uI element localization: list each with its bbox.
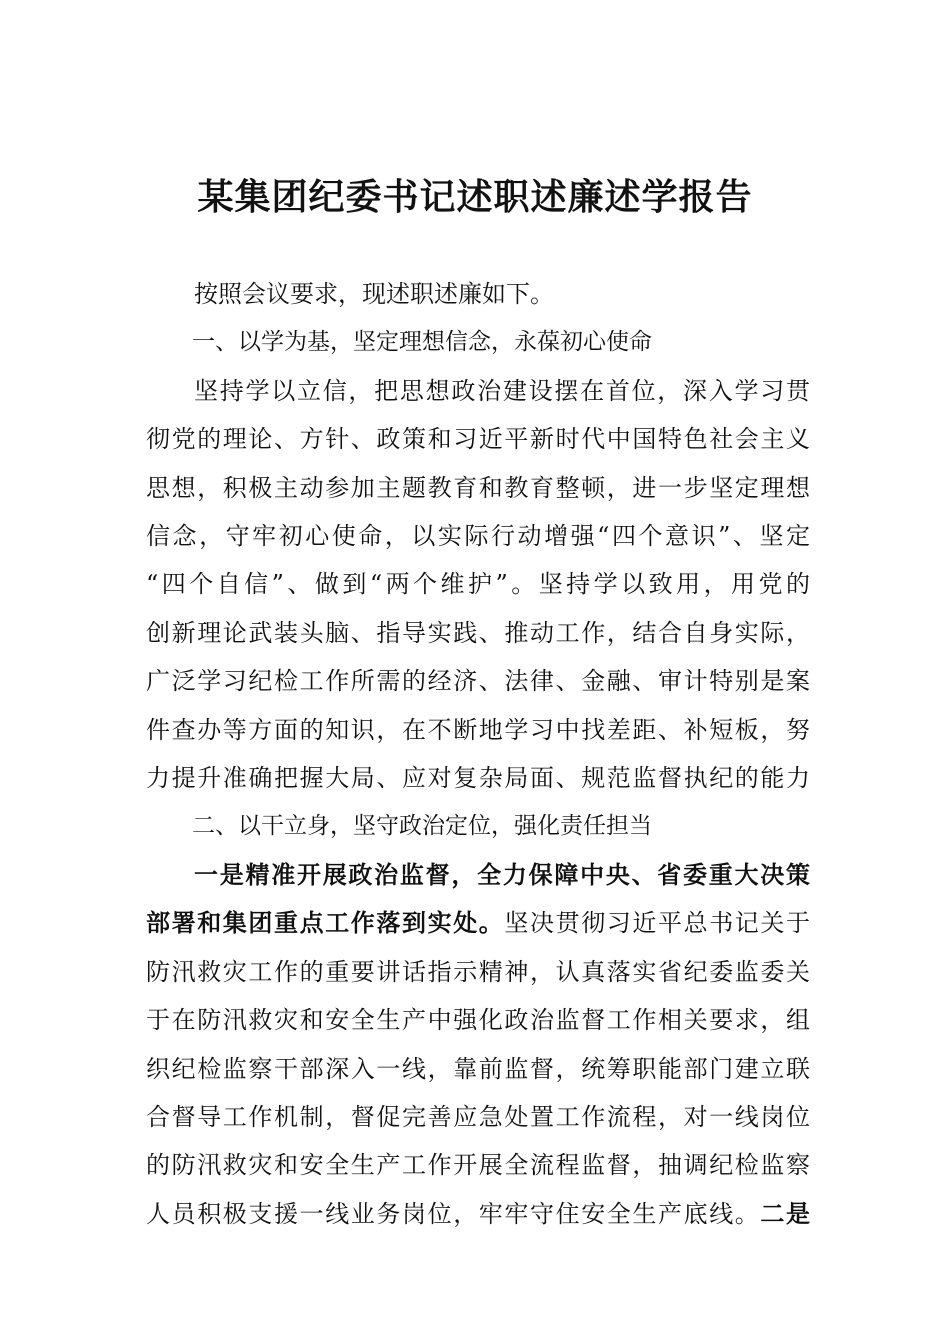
section-heading-1: 一、以学为基，坚定理想信念，永葆初心使命 [192, 329, 652, 356]
document-body [146, 270, 810, 1238]
intro-paragraph: 按照会议要求，现述职述廉如下。 [194, 280, 554, 308]
bold-lead-text: 部署和集团重点工作落到实处。 [146, 908, 505, 938]
paragraph-line: 件查办等方面的知识，在不断地学习中找差距、补短板，努 [146, 715, 810, 744]
paragraph-text: 人员积极支援一线业务岗位，牢牢守住安全生产底线。 [146, 1199, 761, 1228]
paragraph-line: 思想，积极主动参加主题教育和教育整顿，进一步坚定理想 [146, 473, 810, 502]
paragraph-line: 的防汛救灾和安全生产工作开展全流程监督，抽调纪检监察 [146, 1151, 810, 1180]
paragraph-text: 坚决贯彻习近平总书记关于 [504, 909, 811, 938]
paragraph-line [146, 899, 810, 947]
document-title: 某集团纪委书记述职述廉述学报告 [197, 176, 753, 218]
paragraph-line: 彻党的理论、方针、政策和习近平新时代中国特色社会主义 [146, 425, 810, 454]
paragraph-line: 信念，守牢初心使命，以实际行动增强“四个意识”、坚定 [146, 522, 810, 551]
paragraph-line: 织纪检监察干部深入一线，靠前监督，统筹职能部门建立联 [146, 1054, 810, 1083]
paragraph-line [146, 1190, 810, 1238]
section-1-paragraph [146, 367, 810, 803]
paragraph-line: 坚持学以立信，把思想政治建设摆在首位，深入学习贯 [194, 376, 810, 405]
paragraph-line: 力提升准确把握大局、应对复杂局面、规范监督执纪的能力 [146, 764, 810, 793]
section-heading-2: 二、以干立身，坚守政治定位，强化责任担当 [192, 813, 652, 840]
paragraph-line: 广泛学习纪检工作所需的经济、法律、金融、审计特别是案 [146, 667, 810, 696]
bold-lead-line: 一是精准开展政治监督，全力保障中央、省委重大决策 [194, 859, 810, 889]
section-2-paragraph [146, 851, 810, 1238]
paragraph-line: 合督导工作机制，督促完善应急处置工作流程，对一线岗位 [146, 1102, 810, 1131]
paragraph-line: “四个自信”、做到“两个维护”。坚持学以致用，用党的 [146, 570, 810, 599]
paragraph-line: 于在防汛救灾和安全生产中强化政治监督工作相关要求，组 [146, 1006, 810, 1035]
paragraph-line: 创新理论武装头脑、指导实践、推动工作，结合自身实际， [146, 618, 810, 647]
paragraph-line: 防汛救灾工作的重要讲话指示精神，认真落实省纪委监委关 [146, 957, 810, 986]
bold-lead-text: 二是 [760, 1198, 811, 1228]
